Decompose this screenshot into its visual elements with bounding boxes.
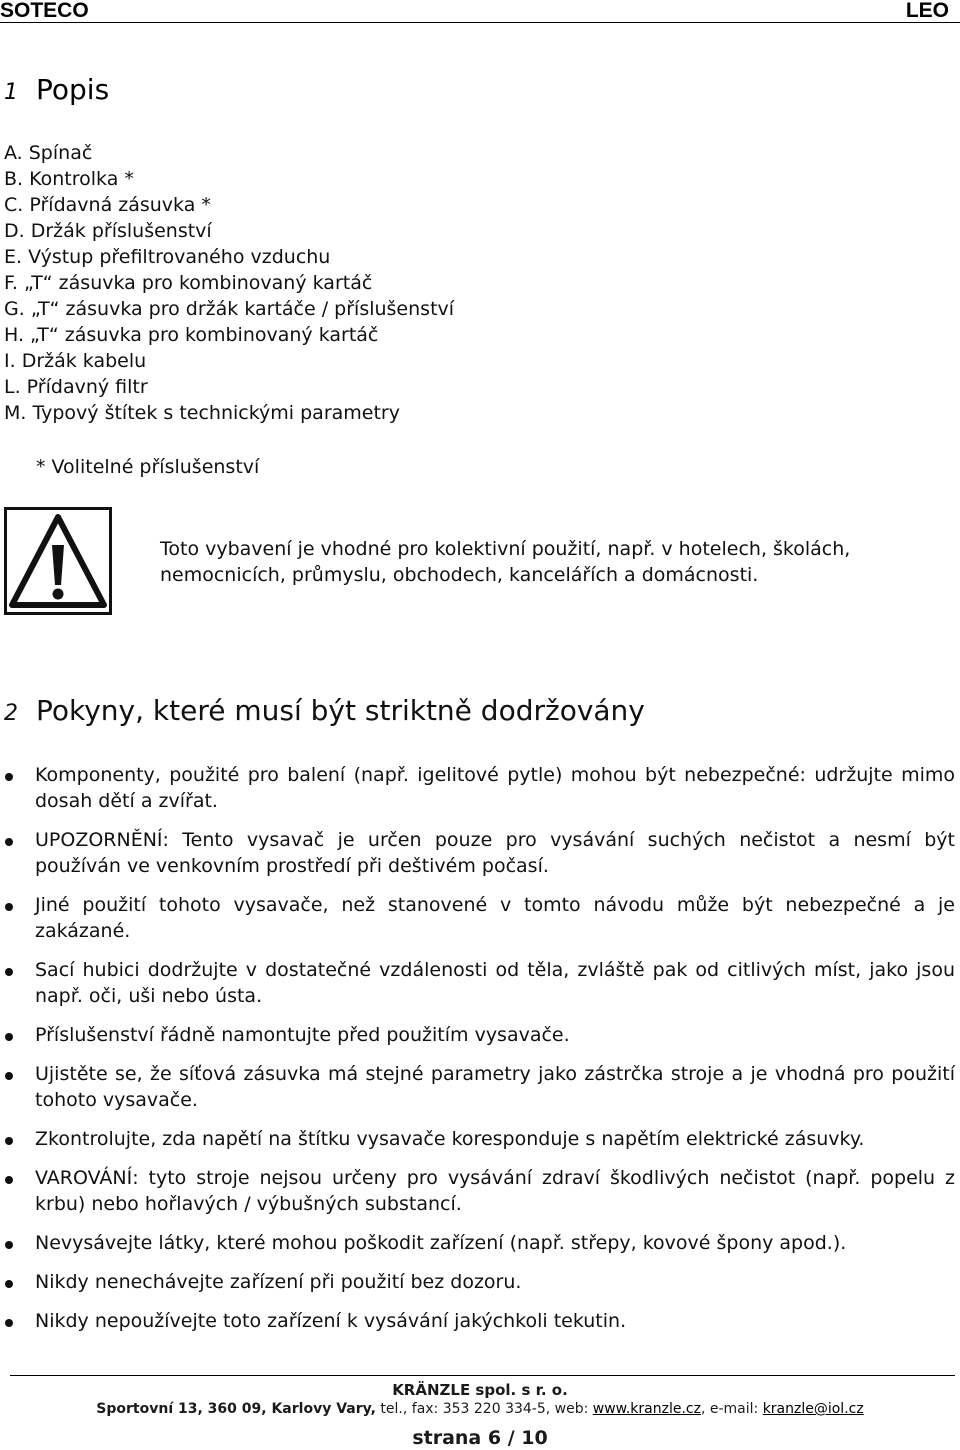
part-letter: L. <box>4 376 21 398</box>
instruction-text: Nikdy nepoužívejte toto zařízení k vysávání jakýchkoli tekutin. <box>35 1310 627 1332</box>
instruction-text: VAROVÁNÍ: tyto stroje nejsou určeny pro vysávání zdraví škodlivých nečistot (např. popelu z krbu) nebo hořlavých / výbušných substancí. <box>35 1167 955 1215</box>
parts-list-item <box>4 218 454 244</box>
section-1-heading <box>4 72 109 111</box>
bullet-icon <box>5 1319 13 1327</box>
bullet-icon <box>5 773 13 781</box>
bullet-icon <box>5 903 13 911</box>
instruction-text: Jiné použití tohoto vysavače, než stanovené v tomto návodu může být nebezpečné a je zakázané. <box>35 894 955 942</box>
footer-address-line <box>0 1399 960 1419</box>
bullet-icon <box>5 968 13 976</box>
parts-list-item <box>4 140 454 166</box>
part-text: Držák kabelu <box>21 350 147 372</box>
optional-accessories-note: * Volitelné příslušenství <box>36 456 260 478</box>
warning-triangle-icon <box>4 507 112 615</box>
bullet-icon <box>5 1033 13 1041</box>
parts-list-item <box>4 322 454 348</box>
header-brand: SOTECO <box>0 0 89 22</box>
page-header <box>0 0 960 23</box>
instruction-text: Komponenty, použité pro balení (např. igelitové pytle) mohou být nebezpečné: udržujte mimo dosah dětí a zvířat. <box>35 764 955 812</box>
part-letter: M. <box>4 402 27 424</box>
parts-list-item <box>4 166 454 192</box>
instruction-text: Nevysávejte látky, které mohou poškodit zařízení (např. střepy, kovové špony apod.). <box>35 1232 847 1254</box>
part-text: Kontrolka * <box>29 168 134 190</box>
section-1-title: Popis <box>36 73 110 106</box>
instruction-text: Ujistěte se, že síťová zásuvka má stejné parametry jako zástrčka stroje a je vhodná pro použití tohoto vysavače. <box>35 1063 955 1111</box>
bullet-icon <box>5 1241 13 1249</box>
page-number: strana 6 / 10 <box>412 1427 548 1449</box>
instruction-text: Sací hubici dodržujte v dostatečné vzdálenosti od těla, zvláště pak od citlivých míst, jako jsou např. oči, uši nebo ústa. <box>35 959 955 1007</box>
section-2-title: Pokyny, které musí být striktně dodržovány <box>36 694 645 727</box>
parts-list-item <box>4 400 454 426</box>
footer-email-label: , e-mail: <box>700 1401 763 1417</box>
bullet-icon <box>5 1137 13 1145</box>
part-text: Přídavný filtr <box>26 376 148 398</box>
parts-list-item <box>4 374 454 400</box>
part-letter: I. <box>4 350 16 372</box>
footer-web-link[interactable]: www.kranzle.cz <box>592 1401 701 1417</box>
part-text: Přídavná zásuvka * <box>29 194 211 216</box>
parts-list <box>4 140 454 426</box>
instruction-text: Zkontrolujte, zda napětí na štítku vysavače koresponduje s napětím elektrické zásuvky. <box>35 1128 865 1150</box>
footer-email-link[interactable]: kranzle@iol.cz <box>762 1401 864 1417</box>
parts-list-item <box>4 348 454 374</box>
part-letter: E. <box>4 246 23 268</box>
parts-list-item <box>4 270 454 296</box>
bullet-icon <box>5 1072 13 1080</box>
part-letter: H. <box>4 324 24 346</box>
bullet-icon <box>5 1280 13 1288</box>
instruction-text: UPOZORNĚNÍ: Tento vysavač je určen pouze pro vysávání suchých nečistot a nesmí být používán ve venkovním prostředí při deštivém počasí. <box>35 829 955 877</box>
section-2-number: 2 <box>4 701 18 726</box>
instruction-text: Příslušenství řádně namontujte před použitím vysavače. <box>35 1024 570 1046</box>
part-text: „T“ zásuvka pro kombinovaný kartáč <box>30 324 379 346</box>
instruction-text: Nikdy nenechávejte zařízení při použití bez dozoru. <box>35 1271 522 1293</box>
bullet-icon <box>5 1176 13 1184</box>
part-text: Typový štítek s technickými parametry <box>32 402 400 424</box>
footer-divider <box>10 1375 955 1376</box>
part-letter: B. <box>4 168 24 190</box>
warning-text: Toto vybavení je vhodné pro kolektivní použití, např. v hotelech, školách, nemocnicích, průmyslu, obchodech, kancelářích a domácnosti. <box>160 538 851 586</box>
section-1-number: 1 <box>4 80 18 105</box>
part-text: Spínač <box>28 142 93 164</box>
parts-list-item <box>4 296 454 322</box>
footer-contact: tel., fax: 353 220 334-5, web: <box>375 1401 593 1417</box>
part-letter: G. <box>4 298 25 320</box>
part-letter: D. <box>4 220 25 242</box>
part-text: Držák příslušenství <box>30 220 212 242</box>
part-text: Výstup přefiltrovaného vzduchu <box>28 246 331 268</box>
header-model: LEO <box>905 0 949 22</box>
part-text: „T“ zásuvka pro držák kartáče / příslušenství <box>30 298 455 320</box>
part-letter: F. <box>4 272 18 294</box>
part-letter: A. <box>4 142 23 164</box>
part-text: „T“ zásuvka pro kombinovaný kartáč <box>23 272 373 294</box>
parts-list-item <box>4 244 454 270</box>
section-2-heading <box>4 692 645 733</box>
bullet-icon <box>5 838 13 846</box>
footer-company: KRÄNZLE spol. s r. o. <box>392 1381 568 1399</box>
footer-address: Sportovní 13, 360 09, Karlovy Vary, <box>96 1401 376 1417</box>
parts-list-item <box>4 192 454 218</box>
part-letter: C. <box>4 194 24 216</box>
